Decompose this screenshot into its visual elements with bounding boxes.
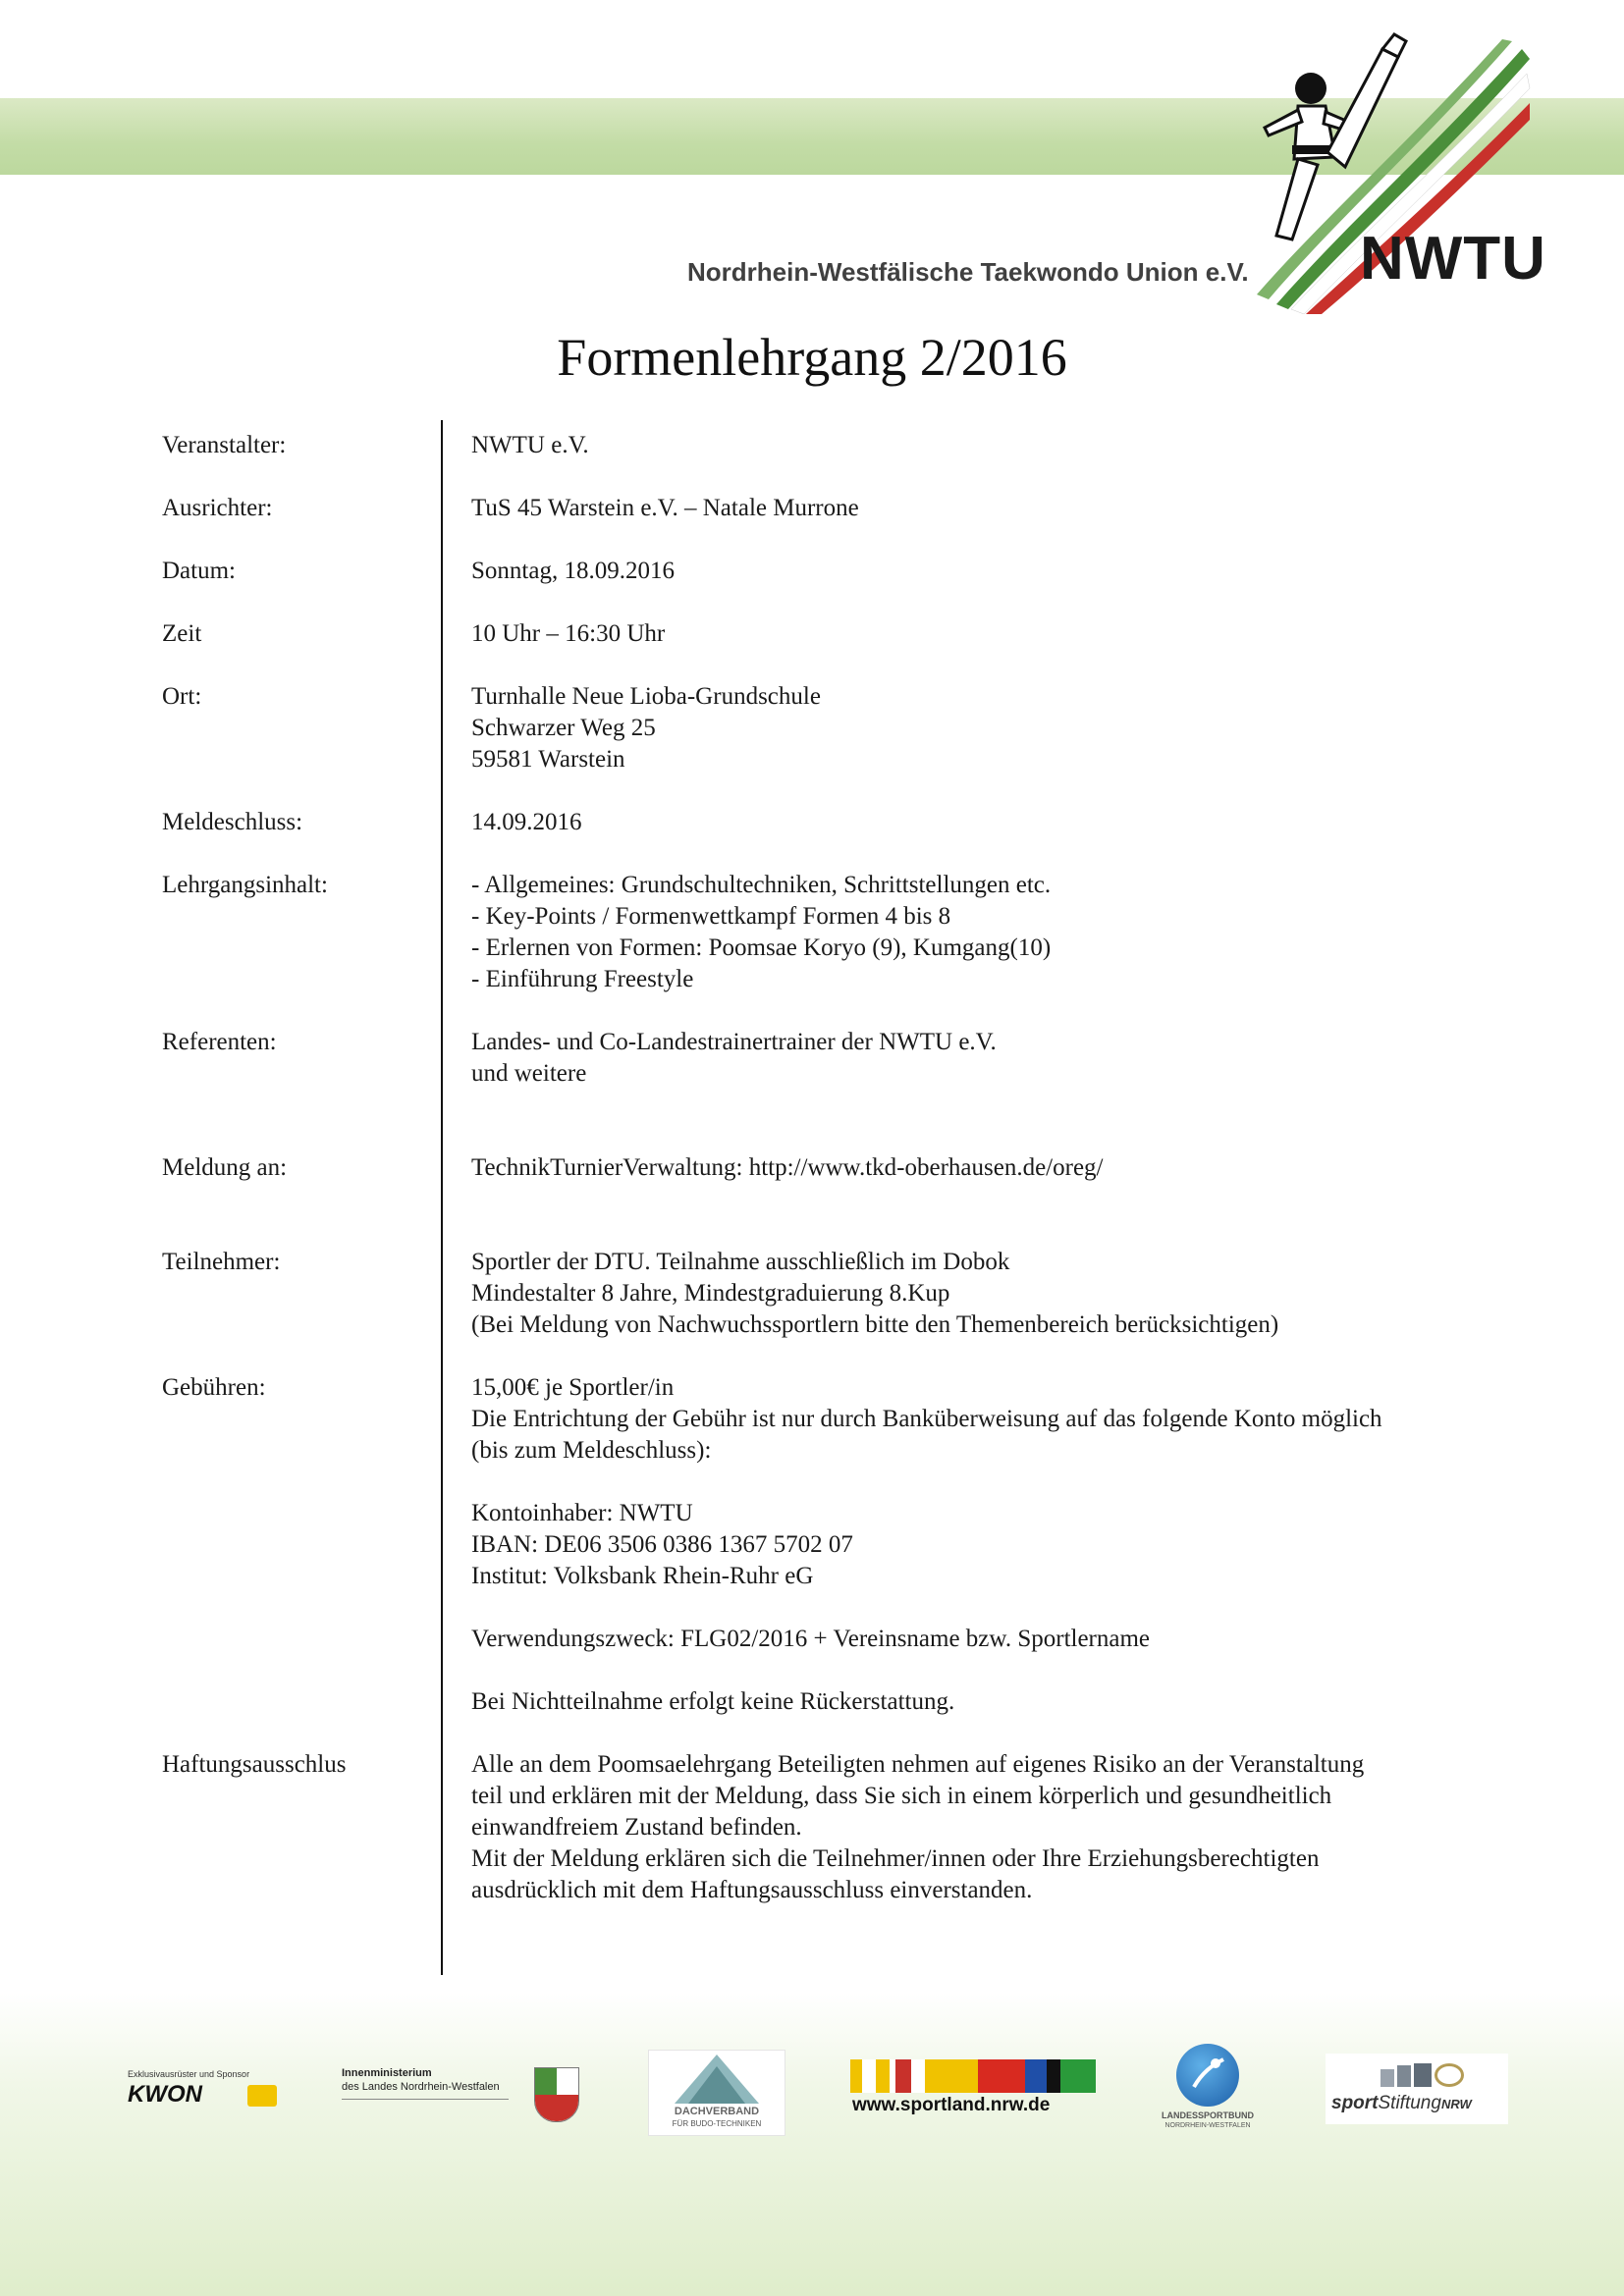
sponsor-innenministerium-line2: des Landes Nordrhein-Westfalen bbox=[342, 2081, 500, 2093]
sportstiftung-part3: NRW bbox=[1440, 2097, 1472, 2111]
nrw-crest-icon bbox=[534, 2067, 579, 2122]
value-line: IBAN: DE06 3506 0386 1367 5702 07 bbox=[471, 1531, 853, 1558]
footer-band bbox=[0, 1993, 1624, 2296]
value-line: (Bei Meldung von Nachwuchssportlern bitte den Themenbereich berücksichtigen) bbox=[471, 1311, 1279, 1338]
label-haftungsausschluss: Haftungsausschlus bbox=[162, 1751, 347, 1778]
value-line: (bis zum Meldeschluss): bbox=[471, 1437, 712, 1464]
label-teilnehmer: Teilnehmer: bbox=[162, 1249, 281, 1275]
nwtu-wordmark: NWTU bbox=[1360, 225, 1546, 293]
value-line bbox=[471, 1592, 1492, 1624]
value-line: - Allgemeines: Grundschultechniken, Schrittstellungen etc. bbox=[471, 872, 1052, 898]
value-line: Landes- und Co-Landestrainertrainer der NWTU e.V. bbox=[471, 1029, 997, 1055]
label-ort: Ort: bbox=[162, 683, 202, 710]
value-line bbox=[471, 1467, 1492, 1498]
sponsor-dachverband-logo bbox=[648, 2050, 785, 2136]
sponsor-innenministerium-line1: Innenministerium bbox=[342, 2067, 432, 2079]
value-line: Schwarzer Weg 25 bbox=[471, 715, 656, 741]
label-datum: Datum: bbox=[162, 558, 236, 584]
sponsor-innenministerium-logo bbox=[342, 2063, 587, 2128]
value-line: - Key-Points / Formenwettkampf Formen 4 bis 8 bbox=[471, 903, 951, 930]
value-line: ausdrücklich mit dem Haftungsausschluss einverstanden. bbox=[471, 1877, 1033, 1903]
fist-icon bbox=[247, 2085, 277, 2107]
value-teilnehmer bbox=[471, 1247, 1492, 1341]
value-line: Institut: Volksbank Rhein-Ruhr eG bbox=[471, 1563, 814, 1589]
sportland-color-bars bbox=[850, 2059, 1096, 2093]
value-zeit bbox=[471, 618, 1492, 650]
sponsor-dachverband-line1: DACHVERBAND bbox=[674, 2106, 760, 2117]
value-line: Sportler der DTU. Teilnahme ausschließlich im Dobok bbox=[471, 1249, 1010, 1275]
value-line: und weitere bbox=[471, 1060, 587, 1087]
sponsor-kwon-logo bbox=[128, 2069, 285, 2118]
sponsor-divider bbox=[342, 2099, 509, 2100]
document-title: Formenlehrgang 2/2016 bbox=[557, 328, 1067, 387]
value-meldeschluss bbox=[471, 807, 1492, 838]
value-gebuehren bbox=[471, 1372, 1492, 1718]
value-line bbox=[471, 1655, 1492, 1686]
value-referenten bbox=[471, 1027, 1492, 1090]
globe-icon bbox=[1176, 2044, 1239, 2107]
label-ausrichter: Ausrichter: bbox=[162, 495, 273, 521]
value-line: Mit der Meldung erklären sich die Teilnehmer/innen oder Ihre Erziehungsberechtigten bbox=[471, 1845, 1320, 1872]
value-line: NWTU e.V. bbox=[471, 432, 589, 458]
value-line: 59581 Warstein bbox=[471, 746, 625, 773]
value-line: Verwendungszweck: FLG02/2016 + Vereinsname bzw. Sportlername bbox=[471, 1626, 1151, 1652]
sponsor-landessportbund-logo bbox=[1159, 2044, 1257, 2134]
label-zeit: Zeit bbox=[162, 620, 202, 647]
organization-name: Nordrhein-Westfälische Taekwondo Union e.V. bbox=[687, 257, 1249, 287]
sportstiftung-part2: Stiftung bbox=[1378, 2093, 1441, 2113]
value-line: Die Entrichtung der Gebühr ist nur durch Banküberweisung auf das folgende Konto möglich bbox=[471, 1406, 1382, 1432]
value-line: 15,00€ je Sportler/in bbox=[471, 1374, 675, 1401]
sponsor-landessportbund-line2: NORDRHEIN-WESTFALEN bbox=[1164, 2122, 1251, 2129]
label-lehrgangsinhalt: Lehrgangsinhalt: bbox=[162, 872, 328, 898]
registration-link[interactable]: TechnikTurnierVerwaltung: http://www.tkd-oberhausen.de/oreg/ bbox=[471, 1154, 1104, 1181]
label-gebuehren: Gebühren: bbox=[162, 1374, 266, 1401]
label-referenten: Referenten: bbox=[162, 1029, 277, 1055]
value-line: 14.09.2016 bbox=[471, 809, 582, 835]
sponsor-sportstiftung-logo bbox=[1326, 2054, 1508, 2124]
sportland-url: www.sportland.nrw.de bbox=[852, 2095, 1051, 2115]
value-datum bbox=[471, 556, 1492, 587]
value-ausrichter bbox=[471, 493, 1492, 524]
dachverband-triangle-icon bbox=[649, 2051, 785, 2108]
value-lehrgangsinhalt bbox=[471, 870, 1492, 995]
value-line: Turnhalle Neue Lioba-Grundschule bbox=[471, 683, 821, 710]
value-haftungsausschluss bbox=[471, 1749, 1492, 1906]
value-line: Kontoinhaber: NWTU bbox=[471, 1500, 693, 1526]
value-ort bbox=[471, 681, 1492, 775]
value-meldung-an bbox=[471, 1152, 1492, 1184]
sportstiftung-part1: sport bbox=[1331, 2093, 1379, 2113]
sponsor-kwon-name: KWON bbox=[128, 2081, 202, 2108]
label-meldeschluss: Meldeschluss: bbox=[162, 809, 303, 835]
label-meldung-an: Meldung an: bbox=[162, 1154, 288, 1181]
value-line: einwandfreiem Zustand befinden. bbox=[471, 1814, 802, 1841]
value-line: teil und erklären mit der Meldung, dass Sie sich in einem körperlich und gesundheitlich bbox=[471, 1783, 1332, 1809]
value-line: Mindestalter 8 Jahre, Mindestgraduierung 8.Kup bbox=[471, 1280, 950, 1307]
sportstiftung-name bbox=[1331, 2093, 1472, 2114]
sportstiftung-bars-icon bbox=[1380, 2063, 1465, 2085]
value-veranstalter bbox=[471, 430, 1492, 461]
value-line: Bei Nichtteilnahme erfolgt keine Rückerstattung. bbox=[471, 1688, 955, 1715]
label-veranstalter: Veranstalter: bbox=[162, 432, 287, 458]
value-line: TuS 45 Warstein e.V. – Natale Murrone bbox=[471, 495, 859, 521]
value-line: 10 Uhr – 16:30 Uhr bbox=[471, 620, 666, 647]
sponsor-sportland-logo bbox=[850, 2059, 1096, 2118]
value-line: Sonntag, 18.09.2016 bbox=[471, 558, 675, 584]
value-line: Alle an dem Poomsaelehrgang Beteiligten nehmen auf eigenes Risiko an der Veranstaltung bbox=[471, 1751, 1365, 1778]
column-divider bbox=[441, 420, 443, 1975]
sponsor-dachverband-line2: FÜR BUDO-TECHNIKEN bbox=[672, 2119, 762, 2128]
value-line: - Einführung Freestyle bbox=[471, 966, 694, 992]
value-line: - Erlernen von Formen: Poomsae Koryo (9), Kumgang(10) bbox=[471, 934, 1052, 961]
sponsor-kwon-caption: Exklusivausrüster und Sponsor bbox=[128, 2069, 250, 2079]
sponsor-landessportbund-line1: LANDESSPORTBUND bbox=[1161, 2110, 1254, 2120]
